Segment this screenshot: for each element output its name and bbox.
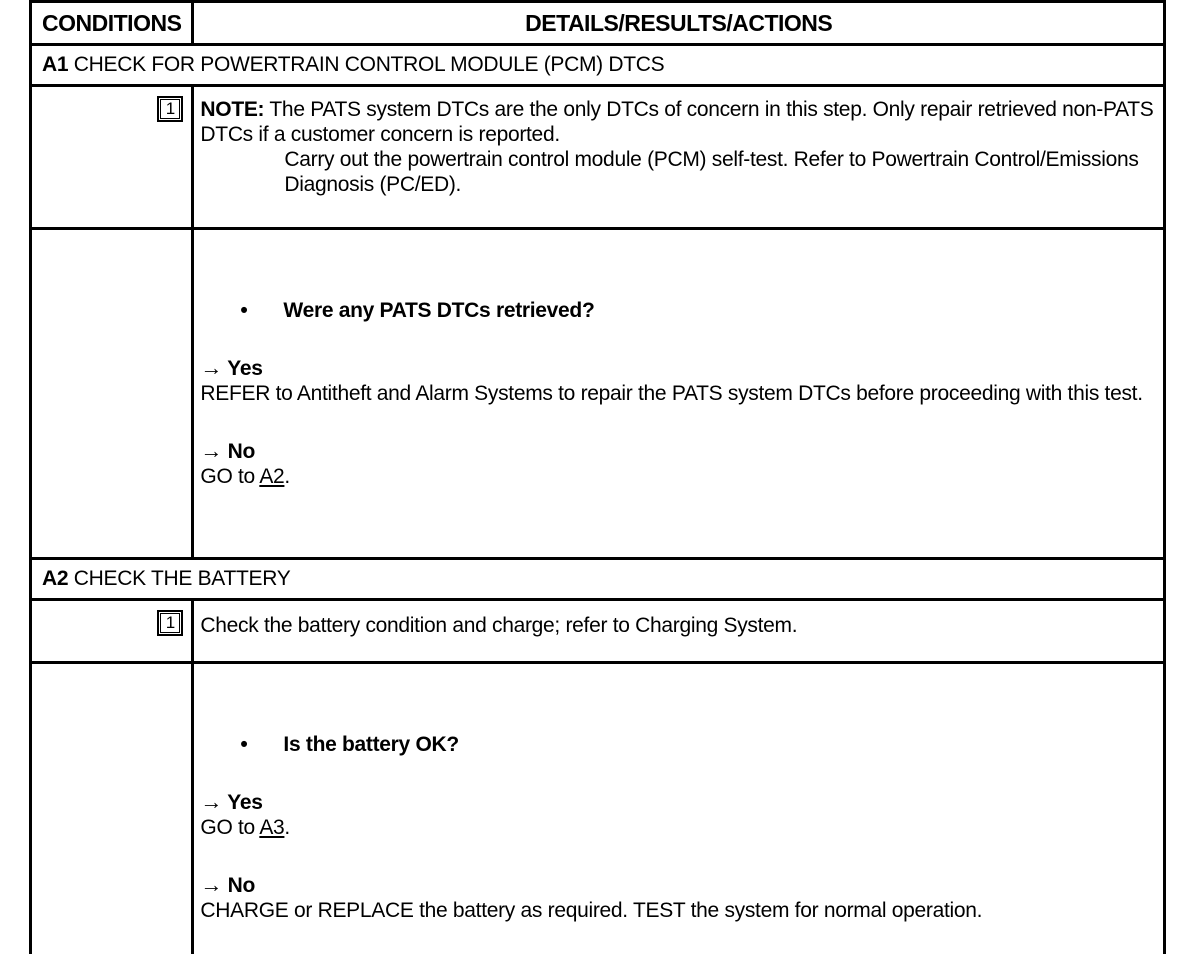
yes-label: Yes [227,357,263,380]
section-a2-no-heading [200,872,1155,898]
section-a2-step-detail [193,600,1165,663]
section-a1-results-row [31,229,1165,559]
no-suffix: . [284,465,290,488]
conditions-header: CONDITIONS [31,2,193,45]
section-a2-results-row [31,663,1165,954]
section-a1-code: A1 [42,53,69,76]
section-a1-yes-text: REFER to Antitheft and Alarm Systems to repair the PATS system DTCs before proceeding with this test. [200,382,1143,405]
section-a1-step-cell [31,86,193,229]
yes-label: Yes [227,791,263,814]
section-a1-no-text [200,464,1155,489]
section-a2-instruction: Check the battery condition and charge; refer to Charging System. [200,614,798,637]
section-a2-results-detail [193,663,1165,954]
section-a2-title: CHECK THE BATTERY [73,567,291,590]
arrow-right-icon: → [200,789,223,814]
section-a1-title: CHECK FOR POWERTRAIN CONTROL MODULE (PCM) DTCS [73,53,665,76]
section-a1-yes-heading [200,355,1155,381]
section-a2-step-cell [31,600,193,663]
no-label: No [227,440,256,463]
section-a1-results-detail [193,229,1165,559]
section-a1-header [31,45,1165,86]
section-a2-results-empty-cell [31,663,193,954]
section-a2-code: A2 [42,567,69,590]
section-a1-note [200,97,1155,147]
section-a1-step-detail [193,86,1165,229]
section-a2-question-text: Is the battery OK? [283,733,459,756]
step-number-box: 1 [157,96,183,122]
diagnostic-table [29,0,1166,954]
section-a2-yes-text [200,815,1155,840]
yes-suffix: . [284,816,290,839]
section-a1-title-cell [31,45,1165,86]
section-a2-title-cell [31,559,1165,600]
no-prefix: GO to [200,465,260,488]
note-label: NOTE: [200,98,265,121]
details-header: DETAILS/RESULTS/ACTIONS [193,2,1165,45]
section-a1-instruction: Carry out the powertrain control module (PCM) self-test. Refer to Powertrain Control/Emissions Diagnosis (PC/ED). [284,148,1139,196]
section-a1-question-text: Were any PATS DTCs retrieved? [283,299,595,322]
no-label: No [227,874,256,897]
section-a2-yes-heading [200,789,1155,815]
section-a2-header [31,559,1165,600]
link-a3[interactable]: A3 [259,816,285,839]
section-a1-no-heading [200,438,1155,464]
section-a1-step-row [31,86,1165,229]
bullet-icon: • [240,299,248,322]
note-text: The PATS system DTCs are the only DTCs of concern in this step. Only repair retrieved non-PATS DTCs if a customer concern is reported. [200,98,1154,146]
section-a1-question [200,298,1155,323]
arrow-right-icon: → [200,355,223,380]
table-header-row [31,2,1165,45]
section-a2-question [200,732,1155,757]
section-a2-step-row [31,600,1165,663]
yes-prefix: GO to [200,816,260,839]
section-a1-results-empty-cell [31,229,193,559]
step-number-box: 1 [157,610,183,636]
bullet-icon: • [240,733,248,756]
arrow-right-icon: → [200,872,223,897]
section-a2-no-text: CHARGE or REPLACE the battery as required. TEST the system for normal operation. [200,899,983,922]
arrow-right-icon: → [200,438,223,463]
link-a2[interactable]: A2 [259,465,285,488]
